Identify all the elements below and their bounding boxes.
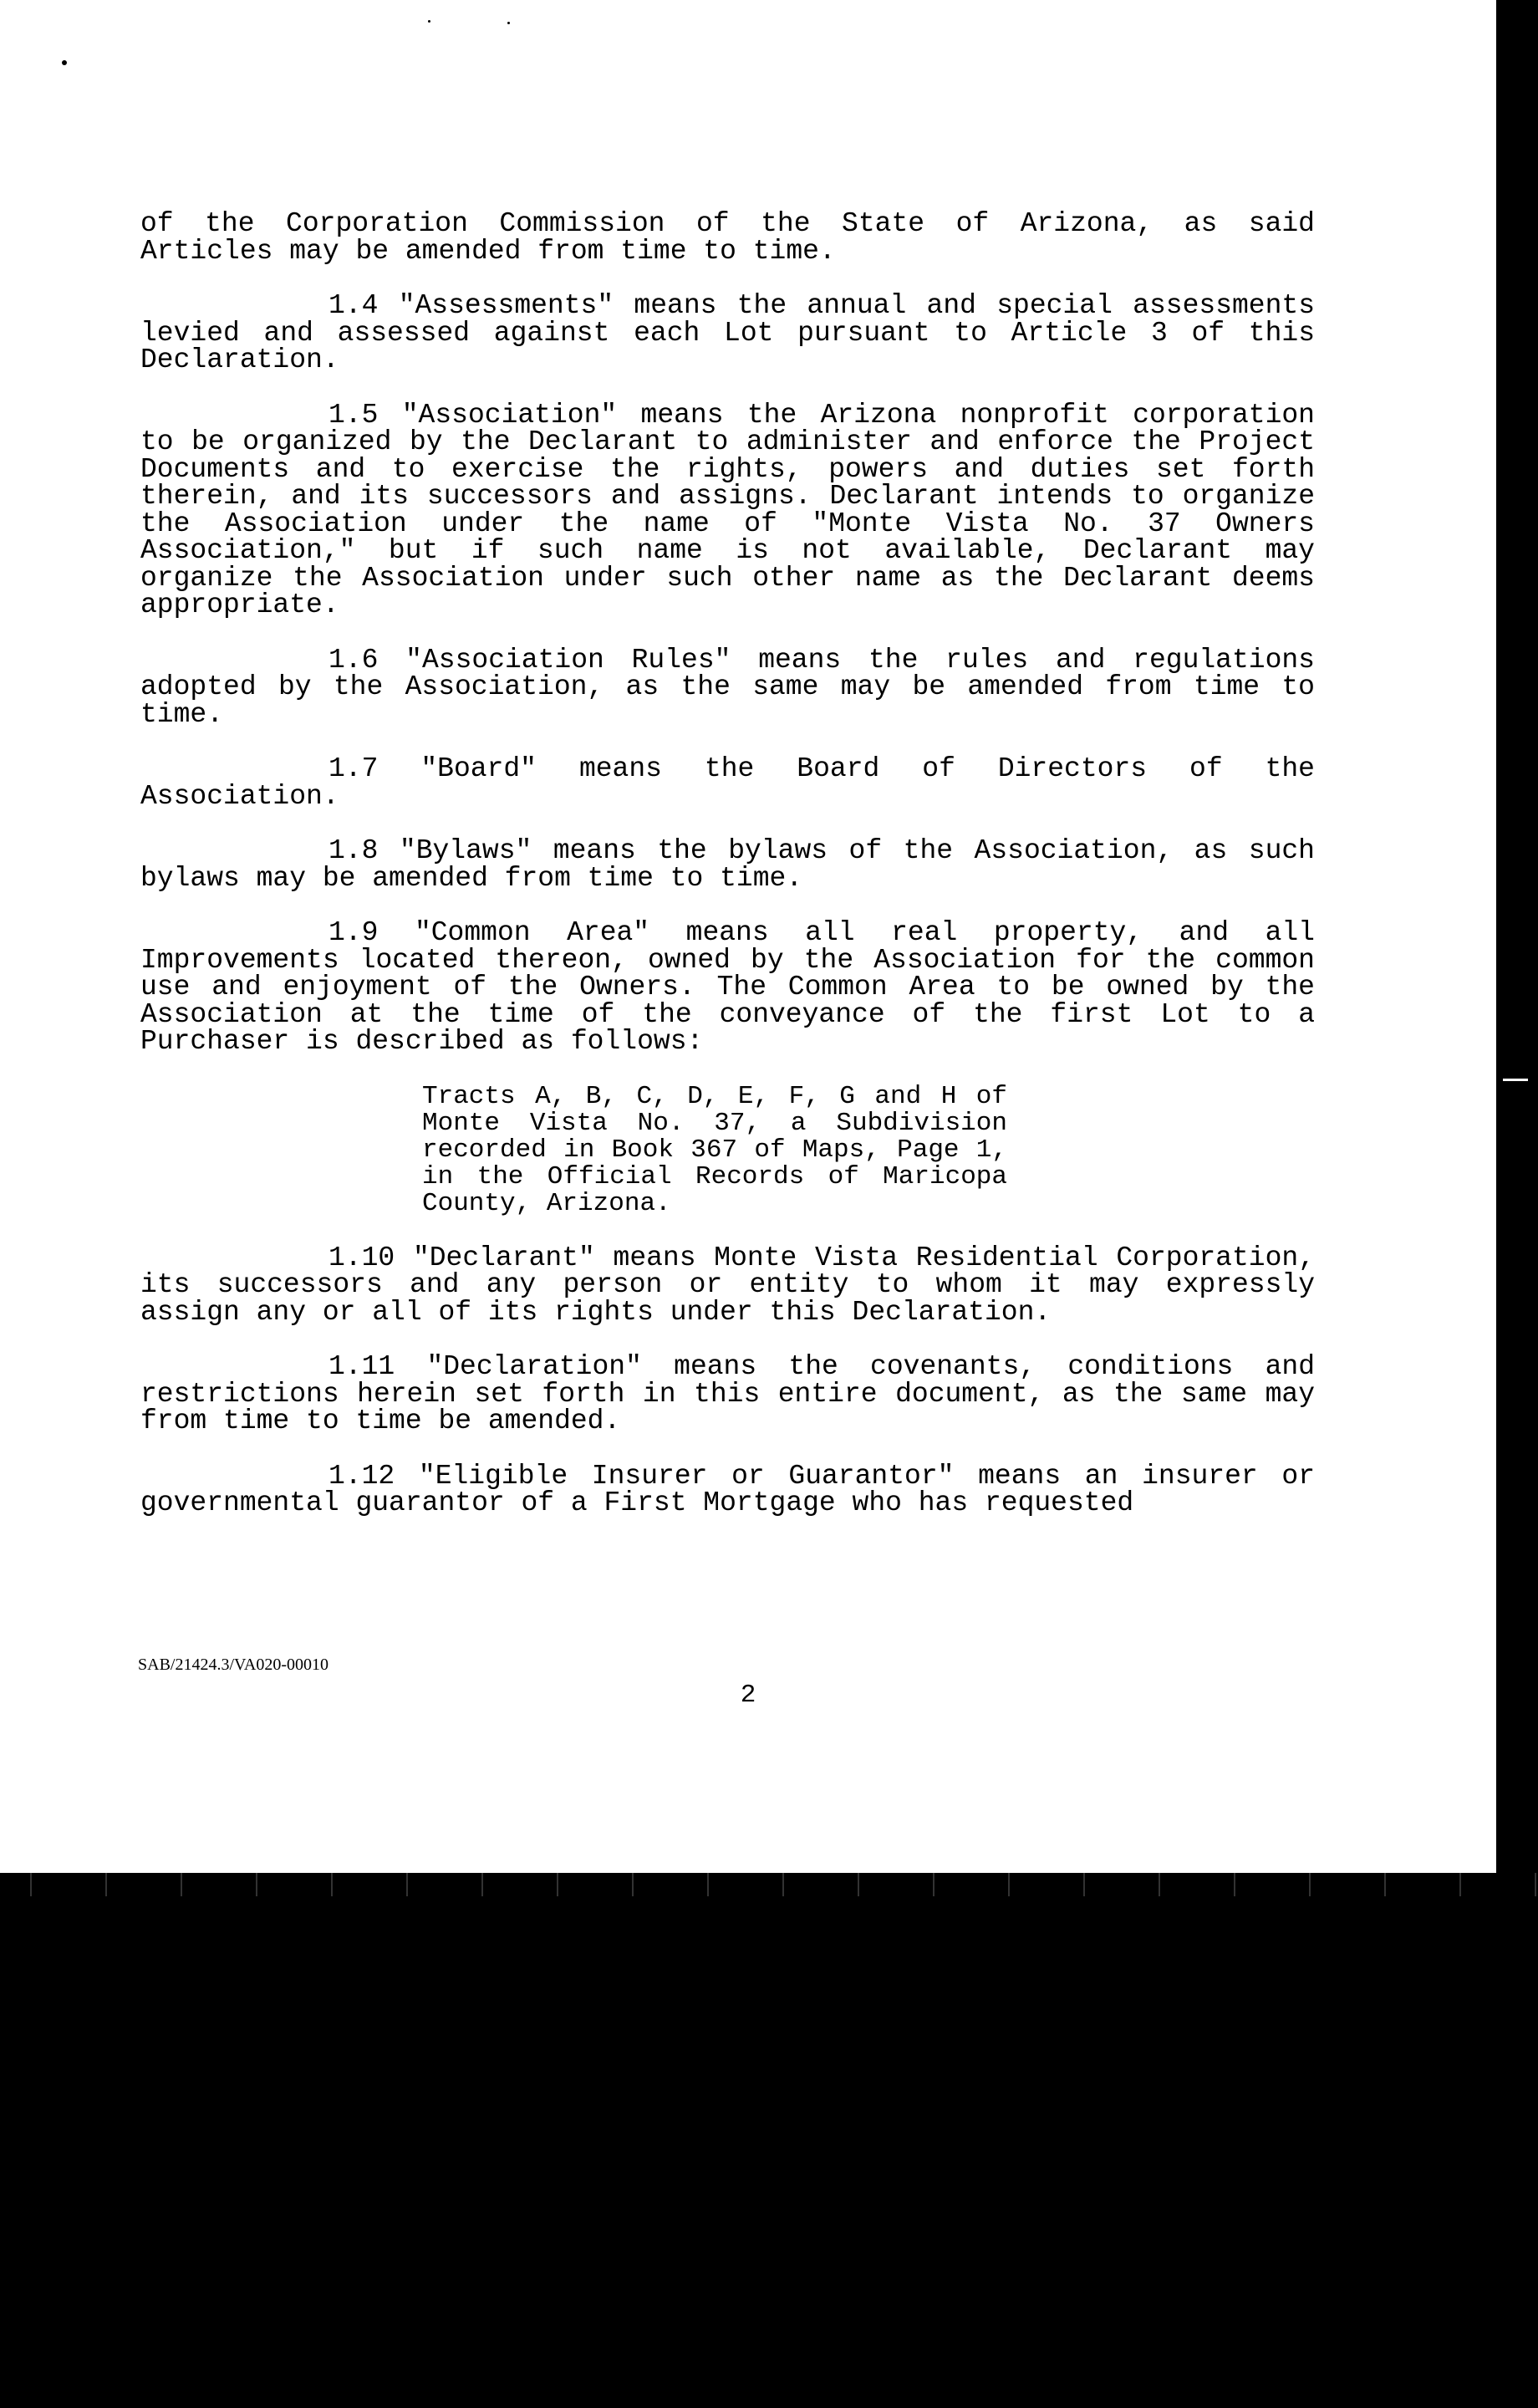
scan-speck bbox=[507, 22, 510, 24]
paragraph-1-4-assessments: 1.4 "Assessments" means the annual and special assessments levied and assessed against each Lot pursuant to Article 3 of this Declaration. bbox=[140, 290, 1315, 375]
scan-speck bbox=[428, 20, 430, 23]
paragraph-1-12-eligible-insurer: 1.12 "Eligible Insurer or Guarantor" means an insurer or governmental guarantor of a First Mortgage who has requested bbox=[140, 1460, 1315, 1518]
paragraph-1-6-association-rules: 1.6 "Association Rules" means the rules and regulations adopted by the Association, as the same may be amended from time to time. bbox=[140, 644, 1315, 730]
tracts-description: Tracts A, B, C, D, E, F, G and H of Monte Vista No. 37, a Subdivision recorded in Book 367 of Maps, Page 1, in the Official Records of Maricopa County, Arizona. bbox=[422, 1081, 1007, 1218]
paragraph-1-10-declarant: 1.10 "Declarant" means Monte Vista Residential Corporation, its successors and any person or entity to whom it may expressly assign any or all of its rights under this Declaration. bbox=[140, 1242, 1315, 1328]
document-body bbox=[140, 208, 1315, 1518]
scan-right-border bbox=[1496, 0, 1538, 1873]
paragraph-intro: of the Corporation Commission of the State of Arizona, as said Articles may be amended from time to time. bbox=[140, 208, 1315, 267]
paragraph-1-5-association: 1.5 "Association" means the Arizona nonprofit corporation to be organized by the Declarant to administer and enforce the Project Documents and to exercise the rights, powers and duties set forth therein, and its successors and assigns. Declarant intends to organize the Association under the name of "Monte Vista No. 37 Owners Association," but if such name is not available, Declarant may organize the Association under such other name as the Declarant deems appropriate. bbox=[140, 399, 1315, 620]
scan-speck bbox=[62, 60, 67, 65]
scan-bottom-noise bbox=[0, 1873, 1538, 1896]
document-code: SAB/21424.3/VA020-00010 bbox=[138, 1656, 328, 1674]
paragraph-1-11-declaration: 1.11 "Declaration" means the covenants, conditions and restrictions herein set forth in this entire document, as the same may from time to time be amended. bbox=[140, 1351, 1315, 1436]
paragraph-1-7-board: 1.7 "Board" means the Board of Directors of the Association. bbox=[140, 753, 1315, 812]
paragraph-1-9-common-area: 1.9 "Common Area" means all real property, and all Improvements located thereon, owned by the Association for the common use and enjoyment of the Owners. The Common Area to be owned by the Association at the time of the conveyance of the first Lot to a Purchaser is described as follows: bbox=[140, 917, 1315, 1057]
page-number: 2 bbox=[740, 1681, 756, 1710]
scan-edge-mark bbox=[1503, 1079, 1528, 1081]
paragraph-1-8-bylaws: 1.8 "Bylaws" means the bylaws of the Association, as such bylaws may be amended from time to time. bbox=[140, 835, 1315, 894]
